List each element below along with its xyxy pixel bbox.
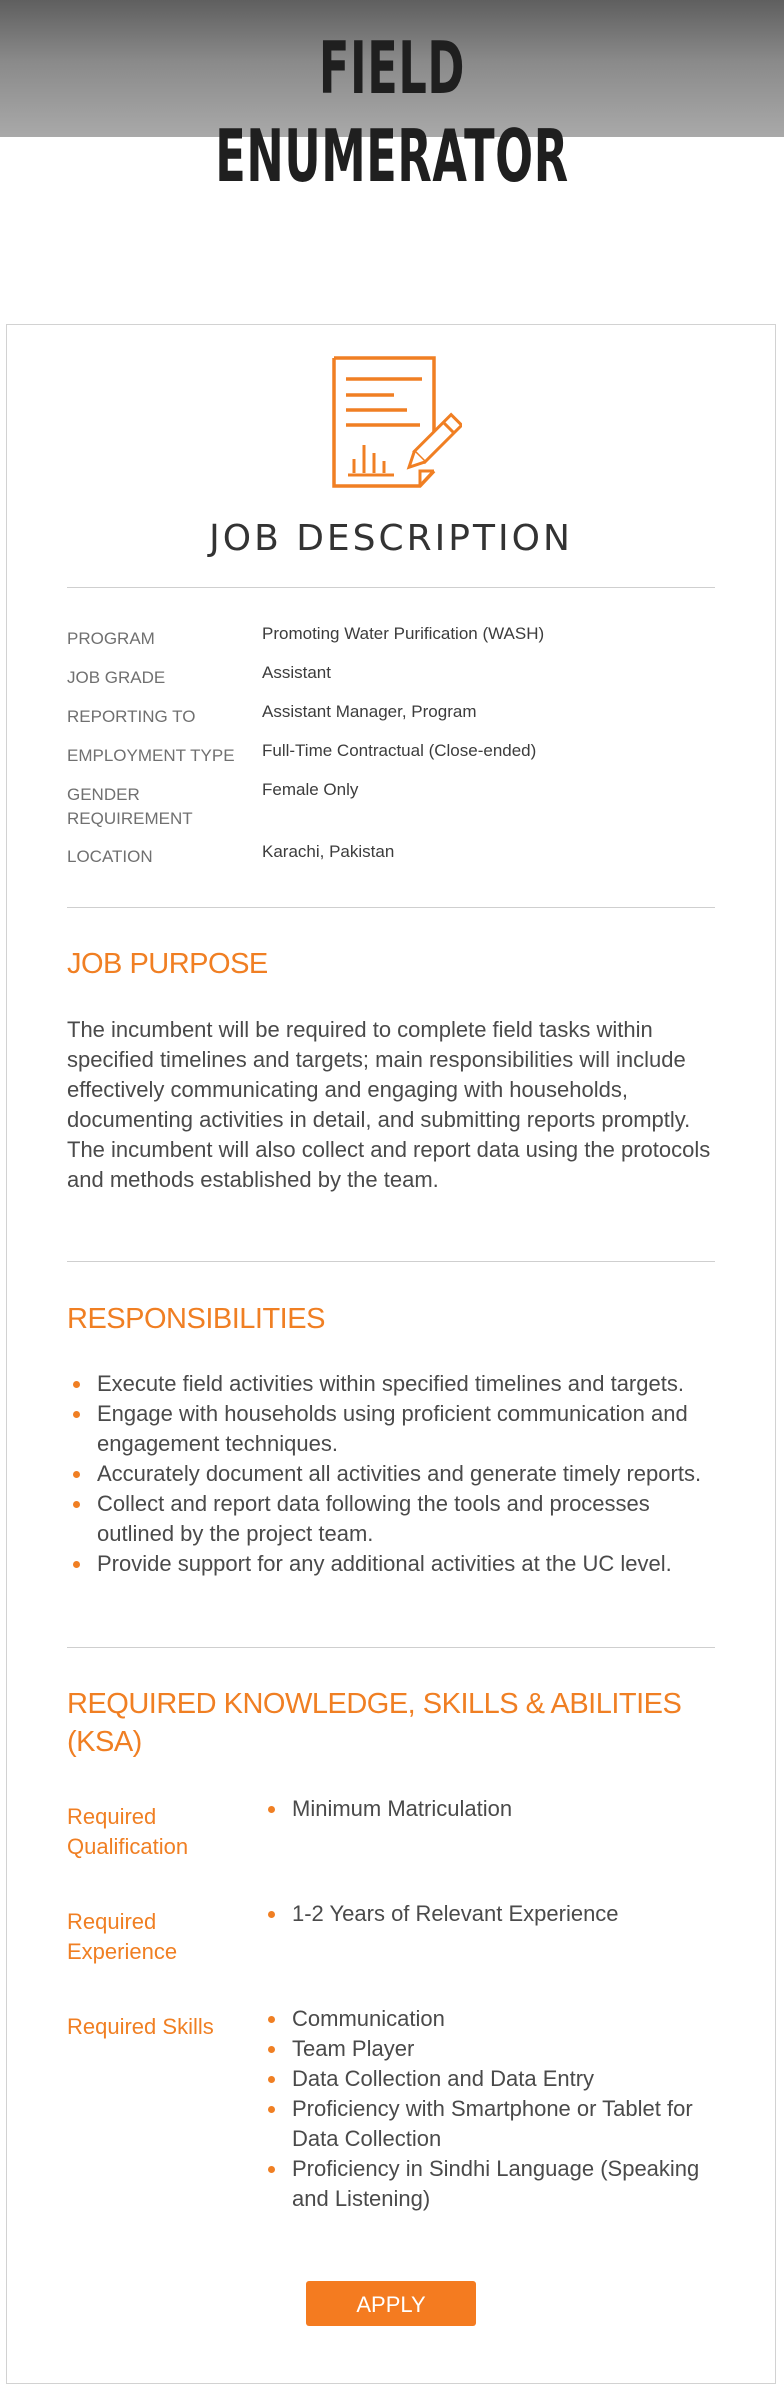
info-label: JOB GRADE bbox=[67, 668, 166, 687]
divider bbox=[67, 907, 715, 908]
ksa-list-qualification bbox=[262, 1794, 722, 1824]
divider bbox=[67, 587, 715, 588]
info-value: Assistant bbox=[262, 663, 331, 682]
list-item: 1-2 Years of Relevant Experience bbox=[262, 1899, 722, 1929]
ksa-label-experience: Required Experience bbox=[67, 1909, 178, 1964]
responsibilities-heading: RESPONSIBILITIES bbox=[67, 1303, 325, 1335]
info-label: LOCATION bbox=[67, 847, 153, 866]
info-label: EMPLOYMENT TYPE bbox=[67, 746, 235, 765]
list-item: Proficiency in Sindhi Language (Speaking and Listening) bbox=[262, 2154, 722, 2214]
ksa-heading: REQUIRED KNOWLEDGE, SKILLS & ABILITIES (KSA) bbox=[67, 1688, 682, 1758]
ksa-list-skills bbox=[262, 2004, 722, 2214]
info-label: GENDER REQUIREMENT bbox=[67, 785, 193, 828]
job-title: FIELD ENUMERATOR bbox=[215, 26, 569, 198]
list-item: Team Player bbox=[262, 2034, 722, 2064]
info-label: REPORTING TO bbox=[67, 707, 196, 726]
list-item: Minimum Matriculation bbox=[262, 1794, 722, 1824]
section-title: JOB DESCRIPTION bbox=[209, 518, 573, 559]
list-item: Accurately document all activities and generate timely reports. bbox=[67, 1459, 727, 1489]
header-banner bbox=[0, 0, 784, 198]
info-value: Karachi, Pakistan bbox=[262, 842, 395, 861]
list-item: Data Collection and Data Entry bbox=[262, 2064, 722, 2094]
divider bbox=[67, 1647, 715, 1648]
responsibilities-list bbox=[67, 1369, 727, 1579]
ksa-label-qualification: Required Qualification bbox=[67, 1804, 189, 1859]
list-item: Provide support for any additional activities at the UC level. bbox=[67, 1549, 727, 1579]
list-item: Collect and report data following the tools and processes outlined by the project team. bbox=[67, 1489, 727, 1549]
job-purpose-heading: JOB PURPOSE bbox=[67, 948, 268, 980]
apply-button[interactable]: APPLY bbox=[306, 2281, 476, 2326]
ksa-label-skills: Required Skills bbox=[67, 2014, 214, 2039]
info-value: Promoting Water Purification (WASH) bbox=[262, 624, 545, 643]
document-chart-pencil-icon bbox=[332, 355, 462, 490]
job-purpose-text: The incumbent will be required to complete field tasks within specified timelines and targets; main responsibilities will include effectively communicating and engaging with households, documenting activities in detail, and submitting reports promptly. The incumbent will also collect and report data using the protocols and methods established by the team. bbox=[67, 1017, 711, 1192]
job-description-card bbox=[6, 324, 776, 2384]
ksa-list-experience bbox=[262, 1899, 722, 1929]
info-value: Assistant Manager, Program bbox=[262, 702, 477, 721]
info-value: Female Only bbox=[262, 780, 359, 799]
info-label: PROGRAM bbox=[67, 629, 155, 648]
list-item: Communication bbox=[262, 2004, 722, 2034]
list-item: Proficiency with Smartphone or Tablet for Data Collection bbox=[262, 2094, 722, 2154]
divider bbox=[67, 1261, 715, 1262]
list-item: Execute field activities within specified timelines and targets. bbox=[67, 1369, 727, 1399]
list-item: Engage with households using proficient communication and engagement techniques. bbox=[67, 1399, 727, 1459]
info-value: Full-Time Contractual (Close-ended) bbox=[262, 741, 537, 760]
